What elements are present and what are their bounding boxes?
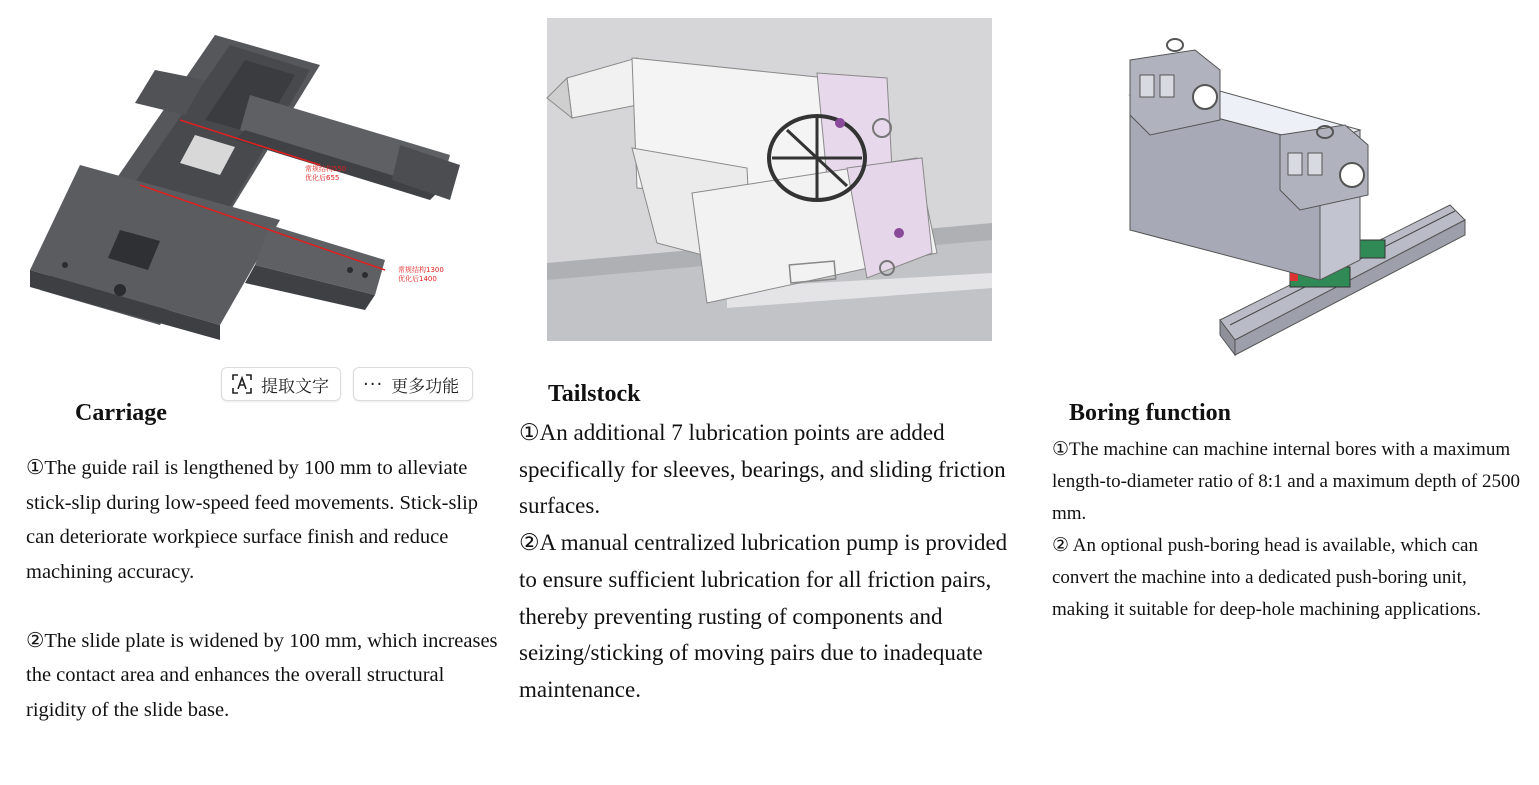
more-features-label: 更多功能	[391, 376, 460, 397]
extract-text-button[interactable]	[221, 367, 341, 401]
extract-text-label: 提取文字	[261, 376, 329, 397]
tailstock-paragraph-2: ②A manual centralized lubrication pump is provided to ensure sufficient lubrication for all friction pairs, thereby preventing rusting of components and seizing/sticking of moving pairs due to inadequate maintenance.	[519, 530, 1008, 702]
boring-paragraph-1: ①The machine can machine internal bores with a maximum length-to-diameter ratio of 8:1 and a maximum depth of 2500 mm.	[1052, 439, 1521, 524]
tailstock-title: Tailstock	[548, 381, 641, 407]
boring-function-image	[1120, 35, 1465, 355]
carriage-paragraph-2: ②The slide plate is widened by 100 mm, which increases the contact area and enhances the overall structural rigidity of the slide base.	[26, 629, 498, 721]
more-icon: ···	[363, 373, 384, 395]
tailstock-paragraph-1: ①An additional 7 lubrication points are added specifically for sleeves, bearings, and sliding friction surfaces.	[519, 420, 1006, 519]
tailstock-image	[547, 18, 992, 341]
more-features-button[interactable]	[353, 367, 473, 401]
carriage-label-4: 优化后1400	[398, 275, 437, 283]
carriage-description	[26, 451, 506, 727]
extract-text-icon	[231, 373, 253, 395]
carriage-image	[20, 25, 444, 345]
carriage-label-3: 常规结构1300	[398, 266, 444, 274]
carriage-label-1: 常规结构550	[305, 165, 347, 173]
boring-function-title: Boring function	[1069, 400, 1232, 426]
carriage-paragraph-1: ①The guide rail is lengthened by 100 mm to alleviate stick-slip during low-speed feed movements. Stick-slip can deteriorate workpiece surface finish and reduce machining accuracy.	[26, 457, 479, 583]
boring-paragraph-2: ② An optional push-boring head is available, which can convert the machine into a dedicated push-boring unit, making it suitable for deep-hole machining applications.	[1052, 535, 1481, 620]
tailstock-description	[519, 415, 1019, 709]
boring-function-description	[1052, 434, 1522, 626]
carriage-label-2: 优化后655	[305, 174, 340, 182]
carriage-title: Carriage	[75, 400, 167, 426]
